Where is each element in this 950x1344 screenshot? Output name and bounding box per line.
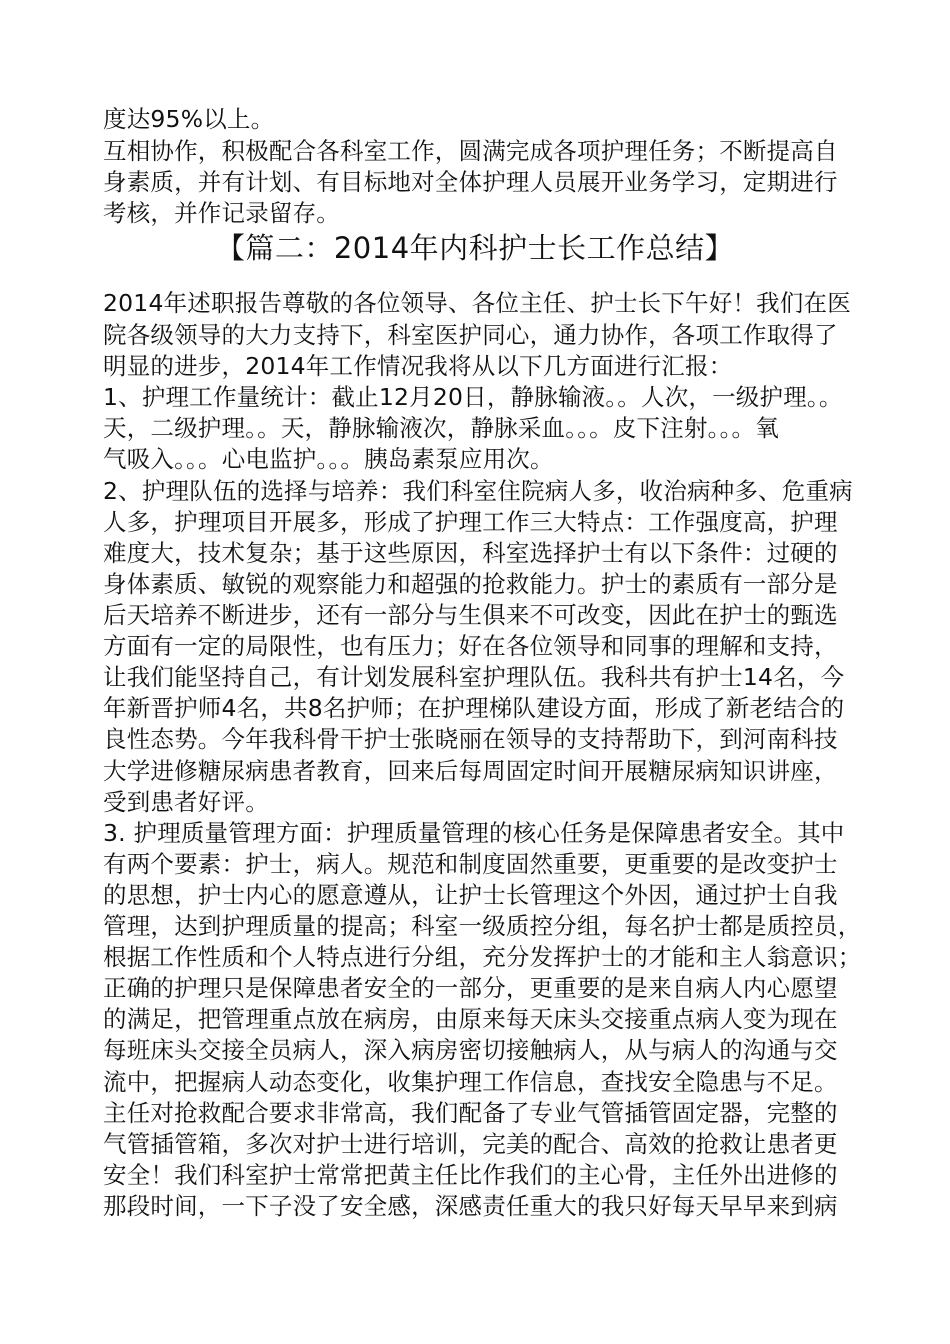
body-line: 的思想，护士内心的愿意遵从，让护士长管理这个外因，通过护士自我	[103, 881, 838, 909]
body-line: 方面有一定的局限性，也有压力；好在各位领导和同事的理解和支持，	[103, 632, 838, 660]
body-line: 气管插管箱，多次对护士进行培训，完美的配合、高效的抢救让患者更	[103, 1130, 838, 1158]
body-line: 大学进修糖尿病患者教育，回来后每周固定时间开展糖尿病知识讲座，	[103, 757, 838, 785]
section-title: 【篇二：2014年内科护士长工作总结】	[215, 231, 735, 265]
intro-line: 度达95%以上。	[103, 105, 275, 133]
body-line: 身体素质、敏锐的观察能力和超强的抢救能力。护士的素质有一部分是	[103, 570, 838, 598]
intro-line: 互相协作，积极配合各科室工作，圆满完成各项护理任务；不断提高自	[103, 137, 838, 165]
body-line: 有两个要素：护士，病人。规范和制度固然重要，更重要的是改变护士	[103, 850, 838, 878]
body-line: 安全！我们科室护士常常把黄主任比作我们的主心骨，主任外出进修的	[103, 1161, 838, 1189]
body-line: 流中，把握病人动态变化，收集护理工作信息，查找安全隐患与不足。	[103, 1068, 838, 1096]
body-line: 明显的进步，2014年工作情况我将从以下几方面进行汇报：	[103, 352, 733, 380]
body-line: 年新晋护师4名，共8名护师；在护理梯队建设方面，形成了新老结合的	[103, 694, 845, 722]
body-line: 让我们能坚持自己，有计划发展科室护理队伍。我科共有护士14名，今	[103, 663, 845, 691]
body-line: 管理，达到护理质量的提高；科室一级质控分组，每名护士都是质控员，	[103, 912, 862, 940]
body-line: 那段时间，一下子没了安全感，深感责任重大的我只好每天早早来到病	[103, 1192, 838, 1220]
body-line: 良性态势。今年我科骨干护士张晓丽在领导的支持帮助下，到河南科技	[103, 725, 838, 753]
body-line: 受到患者好评。	[103, 788, 269, 816]
body-line: 气吸入。。。心电监护。。。胰岛素泵应用次。	[103, 445, 554, 473]
body-line: 主任对抢救配合要求非常高，我们配备了专业气管插管固定器，完整的	[103, 1099, 838, 1127]
body-line: 2014年述职报告尊敬的各位领导、各位主任、护士长下午好！我们在医	[103, 289, 851, 317]
body-line: 人多，护理项目开展多，形成了护理工作三大特点：工作强度高，护理	[103, 508, 838, 536]
intro-line: 考核，并作记录留存。	[103, 199, 340, 227]
body-line: 的满足，把管理重点放在病房，由原来每天床头交接重点病人变为现在	[103, 1005, 838, 1033]
body-line: 3. 护理质量管理方面：护理质量管理的核心任务是保障患者安全。其中	[103, 819, 845, 847]
body-line: 天，二级护理。。天，静脉输液次，静脉采血。。。皮下注射。。。氧	[103, 414, 779, 442]
body-line: 正确的护理只是保障患者安全的一部分，更重要的是来自病人内心愿望	[103, 974, 838, 1002]
body-line: 难度大，技术复杂；基于这些原因，科室选择护士有以下条件：过硬的	[103, 539, 838, 567]
body-line: 院各级领导的大力支持下，科室医护同心，通力协作，各项工作取得了	[103, 321, 838, 349]
body-line: 根据工作性质和个人特点进行分组，充分发挥护士的才能和主人翁意识；	[103, 943, 862, 971]
body-line: 2、护理队伍的选择与培养：我们科室住院病人多，收治病种多、危重病	[103, 477, 853, 505]
body-line: 后天培养不断进步，还有一部分与生俱来不可改变，因此在护士的甄选	[103, 601, 838, 629]
body-line: 每班床头交接全员病人，深入病房密切接触病人，从与病人的沟通与交	[103, 1036, 838, 1064]
intro-line: 身素质，并有计划、有目标地对全体护理人员展开业务学习，定期进行	[103, 168, 838, 196]
body-line: 1、护理工作量统计：截止12月20日，静脉输液。。人次，一级护理。。	[103, 383, 843, 411]
